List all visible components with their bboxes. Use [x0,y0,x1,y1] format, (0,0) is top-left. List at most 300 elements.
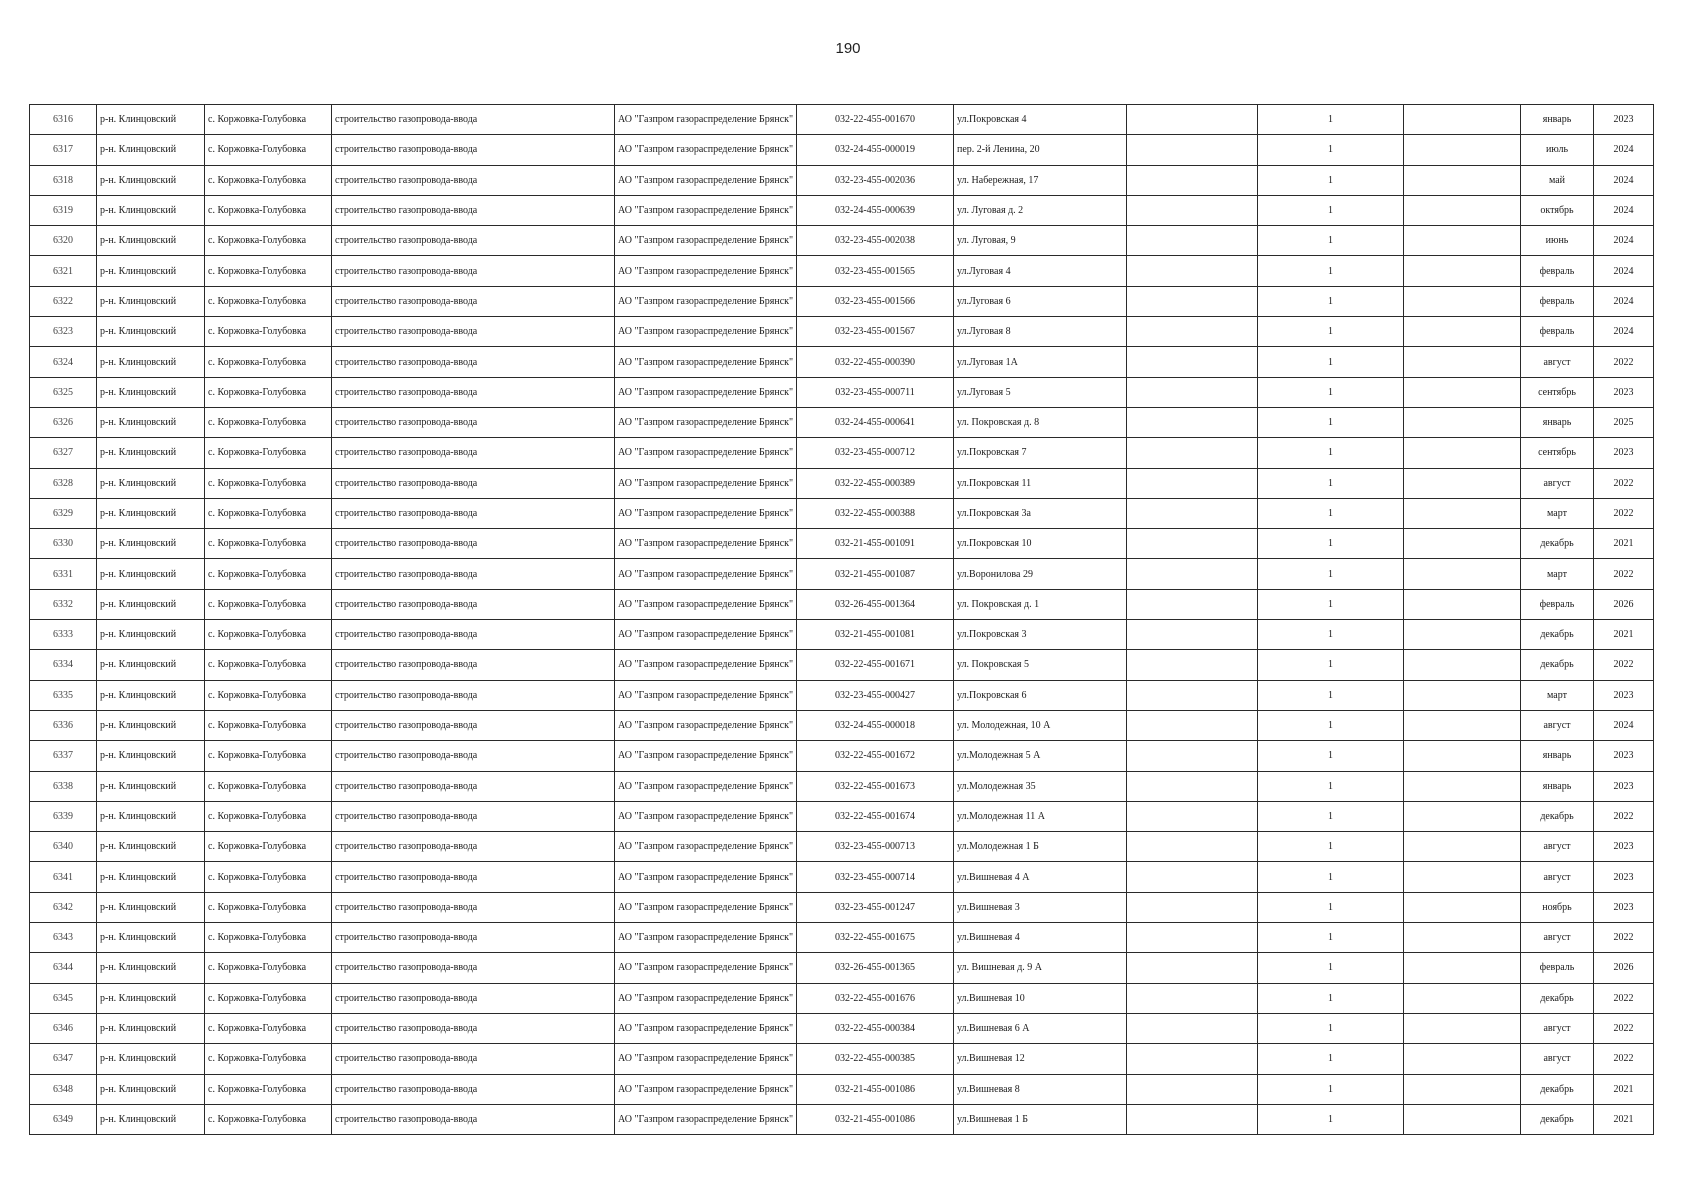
empty-cell [1127,286,1258,316]
work-type-cell: строительство газопровода-ввода [332,347,615,377]
work-type-cell: строительство газопровода-ввода [332,862,615,892]
month-cell: декабрь [1521,650,1594,680]
cadastral-number-cell: 032-22-455-000389 [797,468,954,498]
table-row [30,195,1654,225]
address-cell: ул.Вишневая 4 [954,923,1127,953]
row-number-cell: 6343 [30,923,97,953]
cadastral-number-cell: 032-24-455-000019 [797,135,954,165]
organization-cell: АО "Газпром газораспределение Брянск" [615,832,797,862]
table-row [30,256,1654,286]
quantity-cell: 1 [1258,771,1404,801]
organization-cell: АО "Газпром газораспределение Брянск" [615,438,797,468]
address-cell: ул.Покровская 6 [954,680,1127,710]
organization-cell: АО "Газпром газораспределение Брянск" [615,741,797,771]
empty-cell [1127,559,1258,589]
village-cell: с. Коржовка-Голубовка [205,529,332,559]
village-cell: с. Коржовка-Голубовка [205,862,332,892]
village-cell: с. Коржовка-Голубовка [205,680,332,710]
row-number-cell: 6334 [30,650,97,680]
month-cell: август [1521,923,1594,953]
table-row [30,771,1654,801]
month-cell: декабрь [1521,983,1594,1013]
month-cell: май [1521,165,1594,195]
cadastral-number-cell: 032-26-455-001365 [797,953,954,983]
address-cell: ул.Вишневая 4 А [954,862,1127,892]
work-type-cell: строительство газопровода-ввода [332,650,615,680]
table-row [30,407,1654,437]
empty-cell [1404,407,1521,437]
cadastral-number-cell: 032-24-455-000018 [797,710,954,740]
row-number-cell: 6324 [30,347,97,377]
row-number-cell: 6328 [30,468,97,498]
cadastral-number-cell: 032-23-455-000714 [797,862,954,892]
empty-cell [1404,1013,1521,1043]
row-number-cell: 6347 [30,1044,97,1074]
row-number-cell: 6329 [30,498,97,528]
empty-cell [1404,1074,1521,1104]
cadastral-number-cell: 032-22-455-001671 [797,650,954,680]
month-cell: декабрь [1521,1074,1594,1104]
empty-cell [1127,256,1258,286]
month-cell: декабрь [1521,801,1594,831]
empty-cell [1404,195,1521,225]
address-cell: ул.Вишневая 10 [954,983,1127,1013]
address-cell: ул. Луговая д. 2 [954,195,1127,225]
work-type-cell: строительство газопровода-ввода [332,1013,615,1043]
quantity-cell: 1 [1258,529,1404,559]
district-cell: р-н. Клинцовский [97,438,205,468]
year-cell: 2024 [1594,317,1654,347]
cadastral-number-cell: 032-23-455-000711 [797,377,954,407]
month-cell: сентябрь [1521,377,1594,407]
row-number-cell: 6332 [30,589,97,619]
organization-cell: АО "Газпром газораспределение Брянск" [615,256,797,286]
table-row [30,1044,1654,1074]
empty-cell [1127,983,1258,1013]
year-cell: 2022 [1594,498,1654,528]
empty-cell [1127,953,1258,983]
district-cell: р-н. Клинцовский [97,135,205,165]
year-cell: 2022 [1594,801,1654,831]
cadastral-number-cell: 032-23-455-001247 [797,892,954,922]
organization-cell: АО "Газпром газораспределение Брянск" [615,286,797,316]
quantity-cell: 1 [1258,105,1404,135]
village-cell: с. Коржовка-Голубовка [205,953,332,983]
month-cell: декабрь [1521,529,1594,559]
district-cell: р-н. Клинцовский [97,589,205,619]
row-number-cell: 6320 [30,226,97,256]
month-cell: март [1521,559,1594,589]
empty-cell [1127,862,1258,892]
row-number-cell: 6326 [30,407,97,437]
year-cell: 2024 [1594,256,1654,286]
work-type-cell: строительство газопровода-ввода [332,680,615,710]
address-cell: ул. Луговая, 9 [954,226,1127,256]
quantity-cell: 1 [1258,498,1404,528]
work-type-cell: строительство газопровода-ввода [332,620,615,650]
year-cell: 2022 [1594,650,1654,680]
month-cell: январь [1521,407,1594,437]
organization-cell: АО "Газпром газораспределение Брянск" [615,892,797,922]
district-cell: р-н. Клинцовский [97,892,205,922]
empty-cell [1127,347,1258,377]
quantity-cell: 1 [1258,226,1404,256]
row-number-cell: 6331 [30,559,97,589]
village-cell: с. Коржовка-Голубовка [205,1104,332,1134]
table-row [30,892,1654,922]
work-type-cell: строительство газопровода-ввода [332,589,615,619]
cadastral-number-cell: 032-21-455-001086 [797,1104,954,1134]
village-cell: с. Коржовка-Голубовка [205,347,332,377]
empty-cell [1404,105,1521,135]
cadastral-number-cell: 032-23-455-001566 [797,286,954,316]
address-cell: ул.Покровская 10 [954,529,1127,559]
work-type-cell: строительство газопровода-ввода [332,953,615,983]
month-cell: декабрь [1521,1104,1594,1134]
row-number-cell: 6318 [30,165,97,195]
row-number-cell: 6335 [30,680,97,710]
village-cell: с. Коржовка-Голубовка [205,741,332,771]
work-type-cell: строительство газопровода-ввода [332,771,615,801]
village-cell: с. Коржовка-Голубовка [205,801,332,831]
year-cell: 2022 [1594,923,1654,953]
table-row [30,680,1654,710]
empty-cell [1127,771,1258,801]
district-cell: р-н. Клинцовский [97,862,205,892]
row-number-cell: 6316 [30,105,97,135]
village-cell: с. Коржовка-Голубовка [205,407,332,437]
table-row [30,226,1654,256]
organization-cell: АО "Газпром газораспределение Брянск" [615,771,797,801]
year-cell: 2025 [1594,407,1654,437]
year-cell: 2023 [1594,862,1654,892]
address-cell: ул.Вишневая 6 А [954,1013,1127,1043]
district-cell: р-н. Клинцовский [97,105,205,135]
empty-cell [1404,226,1521,256]
organization-cell: АО "Газпром газораспределение Брянск" [615,347,797,377]
table-row [30,832,1654,862]
quantity-cell: 1 [1258,650,1404,680]
quantity-cell: 1 [1258,680,1404,710]
quantity-cell: 1 [1258,377,1404,407]
cadastral-number-cell: 032-23-455-000712 [797,438,954,468]
empty-cell [1127,407,1258,437]
empty-cell [1404,1044,1521,1074]
quantity-cell: 1 [1258,953,1404,983]
village-cell: с. Коржовка-Голубовка [205,710,332,740]
table-row [30,377,1654,407]
table-row [30,983,1654,1013]
district-cell: р-н. Клинцовский [97,1013,205,1043]
quantity-cell: 1 [1258,1074,1404,1104]
organization-cell: АО "Газпром газораспределение Брянск" [615,1074,797,1104]
month-cell: февраль [1521,256,1594,286]
gas-connection-table [29,104,1654,1135]
year-cell: 2022 [1594,468,1654,498]
row-number-cell: 6321 [30,256,97,286]
quantity-cell: 1 [1258,710,1404,740]
quantity-cell: 1 [1258,347,1404,377]
district-cell: р-н. Клинцовский [97,832,205,862]
empty-cell [1404,953,1521,983]
work-type-cell: строительство газопровода-ввода [332,710,615,740]
cadastral-number-cell: 032-22-455-000385 [797,1044,954,1074]
quantity-cell: 1 [1258,317,1404,347]
cadastral-number-cell: 032-23-455-002036 [797,165,954,195]
work-type-cell: строительство газопровода-ввода [332,195,615,225]
month-cell: ноябрь [1521,892,1594,922]
cadastral-number-cell: 032-24-455-000639 [797,195,954,225]
month-cell: август [1521,832,1594,862]
cadastral-number-cell: 032-22-455-001675 [797,923,954,953]
table-row [30,953,1654,983]
empty-cell [1404,771,1521,801]
district-cell: р-н. Клинцовский [97,195,205,225]
empty-cell [1127,710,1258,740]
work-type-cell: строительство газопровода-ввода [332,801,615,831]
quantity-cell: 1 [1258,438,1404,468]
village-cell: с. Коржовка-Голубовка [205,1013,332,1043]
year-cell: 2023 [1594,680,1654,710]
organization-cell: АО "Газпром газораспределение Брянск" [615,650,797,680]
quantity-cell: 1 [1258,165,1404,195]
empty-cell [1404,892,1521,922]
month-cell: июнь [1521,226,1594,256]
district-cell: р-н. Клинцовский [97,559,205,589]
empty-cell [1127,317,1258,347]
district-cell: р-н. Клинцовский [97,317,205,347]
district-cell: р-н. Клинцовский [97,1104,205,1134]
village-cell: с. Коржовка-Голубовка [205,983,332,1013]
empty-cell [1404,286,1521,316]
address-cell: ул.Молодежная 35 [954,771,1127,801]
year-cell: 2023 [1594,377,1654,407]
month-cell: февраль [1521,317,1594,347]
organization-cell: АО "Газпром газораспределение Брянск" [615,407,797,437]
row-number-cell: 6344 [30,953,97,983]
work-type-cell: строительство газопровода-ввода [332,529,615,559]
month-cell: февраль [1521,953,1594,983]
year-cell: 2022 [1594,1044,1654,1074]
work-type-cell: строительство газопровода-ввода [332,498,615,528]
district-cell: р-н. Клинцовский [97,741,205,771]
address-cell: ул.Покровская 4 [954,105,1127,135]
quantity-cell: 1 [1258,135,1404,165]
year-cell: 2022 [1594,983,1654,1013]
district-cell: р-н. Клинцовский [97,801,205,831]
empty-cell [1127,438,1258,468]
village-cell: с. Коржовка-Голубовка [205,650,332,680]
empty-cell [1127,620,1258,650]
village-cell: с. Коржовка-Голубовка [205,771,332,801]
village-cell: с. Коржовка-Голубовка [205,256,332,286]
empty-cell [1127,195,1258,225]
empty-cell [1404,468,1521,498]
month-cell: октябрь [1521,195,1594,225]
row-number-cell: 6340 [30,832,97,862]
cadastral-number-cell: 032-21-455-001081 [797,620,954,650]
district-cell: р-н. Клинцовский [97,407,205,437]
table-row [30,1074,1654,1104]
table-row [30,741,1654,771]
village-cell: с. Коржовка-Голубовка [205,589,332,619]
month-cell: август [1521,862,1594,892]
quantity-cell: 1 [1258,832,1404,862]
empty-cell [1404,741,1521,771]
table-row [30,801,1654,831]
organization-cell: АО "Газпром газораспределение Брянск" [615,680,797,710]
row-number-cell: 6342 [30,892,97,922]
empty-cell [1127,680,1258,710]
quantity-cell: 1 [1258,407,1404,437]
district-cell: р-н. Клинцовский [97,226,205,256]
empty-cell [1404,680,1521,710]
district-cell: р-н. Клинцовский [97,710,205,740]
organization-cell: АО "Газпром газораспределение Брянск" [615,195,797,225]
village-cell: с. Коржовка-Голубовка [205,377,332,407]
table-row [30,650,1654,680]
organization-cell: АО "Газпром газораспределение Брянск" [615,620,797,650]
district-cell: р-н. Клинцовский [97,347,205,377]
row-number-cell: 6322 [30,286,97,316]
empty-cell [1404,923,1521,953]
year-cell: 2022 [1594,347,1654,377]
organization-cell: АО "Газпром газораспределение Брянск" [615,559,797,589]
cadastral-number-cell: 032-22-455-001673 [797,771,954,801]
empty-cell [1127,1044,1258,1074]
address-cell: ул.Покровская 3а [954,498,1127,528]
work-type-cell: строительство газопровода-ввода [332,226,615,256]
district-cell: р-н. Клинцовский [97,771,205,801]
empty-cell [1127,741,1258,771]
table-row [30,286,1654,316]
address-cell: ул.Вишневая 12 [954,1044,1127,1074]
empty-cell [1404,377,1521,407]
year-cell: 2021 [1594,529,1654,559]
village-cell: с. Коржовка-Голубовка [205,468,332,498]
empty-cell [1404,862,1521,892]
quantity-cell: 1 [1258,741,1404,771]
empty-cell [1127,832,1258,862]
village-cell: с. Коржовка-Голубовка [205,1044,332,1074]
village-cell: с. Коржовка-Голубовка [205,135,332,165]
month-cell: январь [1521,771,1594,801]
year-cell: 2026 [1594,589,1654,619]
table-row [30,317,1654,347]
organization-cell: АО "Газпром газораспределение Брянск" [615,983,797,1013]
empty-cell [1127,468,1258,498]
organization-cell: АО "Газпром газораспределение Брянск" [615,1013,797,1043]
empty-cell [1127,1074,1258,1104]
year-cell: 2024 [1594,286,1654,316]
month-cell: март [1521,680,1594,710]
address-cell: ул.Воронилова 29 [954,559,1127,589]
table-row [30,529,1654,559]
village-cell: с. Коржовка-Голубовка [205,226,332,256]
cadastral-number-cell: 032-26-455-001364 [797,589,954,619]
table-body [30,105,1654,1135]
month-cell: сентябрь [1521,438,1594,468]
year-cell: 2021 [1594,1104,1654,1134]
address-cell: ул.Покровская 11 [954,468,1127,498]
year-cell: 2022 [1594,1013,1654,1043]
village-cell: с. Коржовка-Голубовка [205,923,332,953]
district-cell: р-н. Клинцовский [97,923,205,953]
organization-cell: АО "Газпром газораспределение Брянск" [615,710,797,740]
year-cell: 2022 [1594,559,1654,589]
cadastral-number-cell: 032-23-455-002038 [797,226,954,256]
quantity-cell: 1 [1258,1044,1404,1074]
table-row [30,165,1654,195]
month-cell: январь [1521,741,1594,771]
organization-cell: АО "Газпром газораспределение Брянск" [615,317,797,347]
table-row [30,559,1654,589]
work-type-cell: строительство газопровода-ввода [332,741,615,771]
village-cell: с. Коржовка-Голубовка [205,317,332,347]
organization-cell: АО "Газпром газораспределение Брянск" [615,226,797,256]
empty-cell [1404,559,1521,589]
year-cell: 2023 [1594,438,1654,468]
village-cell: с. Коржовка-Голубовка [205,286,332,316]
organization-cell: АО "Газпром газораспределение Брянск" [615,1104,797,1134]
year-cell: 2024 [1594,165,1654,195]
table-row [30,1104,1654,1134]
quantity-cell: 1 [1258,589,1404,619]
village-cell: с. Коржовка-Голубовка [205,195,332,225]
quantity-cell: 1 [1258,620,1404,650]
work-type-cell: строительство газопровода-ввода [332,1104,615,1134]
district-cell: р-н. Клинцовский [97,1044,205,1074]
village-cell: с. Коржовка-Голубовка [205,620,332,650]
empty-cell [1127,589,1258,619]
empty-cell [1404,438,1521,468]
row-number-cell: 6323 [30,317,97,347]
work-type-cell: строительство газопровода-ввода [332,832,615,862]
row-number-cell: 6338 [30,771,97,801]
address-cell: ул.Луговая 6 [954,286,1127,316]
district-cell: р-н. Клинцовский [97,529,205,559]
quantity-cell: 1 [1258,801,1404,831]
quantity-cell: 1 [1258,195,1404,225]
cadastral-number-cell: 032-23-455-000713 [797,832,954,862]
address-cell: ул.Молодежная 5 А [954,741,1127,771]
month-cell: декабрь [1521,620,1594,650]
quantity-cell: 1 [1258,1104,1404,1134]
month-cell: август [1521,347,1594,377]
row-number-cell: 6319 [30,195,97,225]
table-row [30,468,1654,498]
row-number-cell: 6339 [30,801,97,831]
work-type-cell: строительство газопровода-ввода [332,923,615,953]
district-cell: р-н. Клинцовский [97,650,205,680]
empty-cell [1127,165,1258,195]
district-cell: р-н. Клинцовский [97,165,205,195]
address-cell: ул.Луговая 4 [954,256,1127,286]
row-number-cell: 6337 [30,741,97,771]
year-cell: 2023 [1594,771,1654,801]
address-cell: ул. Вишневая д. 9 А [954,953,1127,983]
organization-cell: АО "Газпром газораспределение Брянск" [615,923,797,953]
address-cell: ул. Набережная, 17 [954,165,1127,195]
organization-cell: АО "Газпром газораспределение Брянск" [615,1044,797,1074]
organization-cell: АО "Газпром газораспределение Брянск" [615,468,797,498]
empty-cell [1127,1104,1258,1134]
month-cell: август [1521,468,1594,498]
address-cell: ул.Луговая 1А [954,347,1127,377]
district-cell: р-н. Клинцовский [97,1074,205,1104]
empty-cell [1127,801,1258,831]
district-cell: р-н. Клинцовский [97,377,205,407]
